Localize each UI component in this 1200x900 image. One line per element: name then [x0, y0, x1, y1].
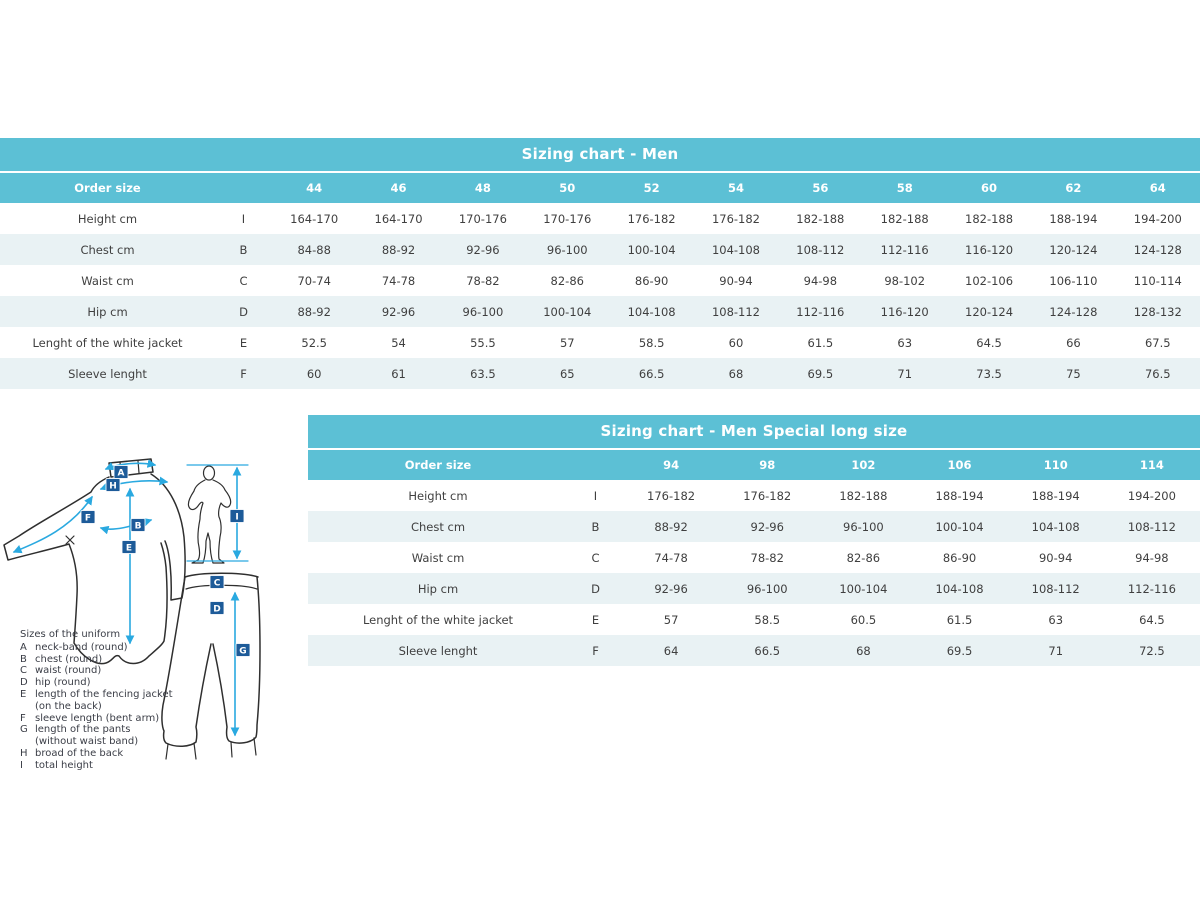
size-header-cell: 106 — [911, 450, 1007, 480]
value-cell: 88-92 — [356, 234, 440, 265]
row-label-cell: Hip cm — [0, 296, 215, 327]
arrow-f-sleeve — [14, 497, 92, 552]
value-cell: 84-88 — [272, 234, 356, 265]
table-grid-men-special-long — [308, 450, 1200, 666]
svg-text:F: F — [84, 513, 92, 524]
svg-text:A: A — [117, 468, 125, 479]
arrow-a-neckband — [106, 463, 155, 469]
label-e — [122, 541, 136, 554]
value-cell: 108-112 — [694, 296, 778, 327]
svg-text:I: I — [235, 512, 239, 523]
legend-item-letter: F — [20, 712, 26, 724]
value-cell: 124-128 — [1031, 296, 1115, 327]
value-cell: 69.5 — [778, 358, 862, 389]
letter-header-cell — [215, 173, 272, 203]
value-cell: 86-90 — [634, 273, 669, 288]
legend-title: Sizes of the uniform — [20, 629, 121, 640]
svg-text:D: D — [213, 604, 221, 615]
value-cell: 66.5 — [719, 635, 815, 666]
value-cell: 170-176 — [543, 211, 592, 226]
letter-cell: E — [239, 335, 248, 350]
value-cell: 94-98 — [1135, 550, 1169, 565]
svg-text:B: B — [134, 521, 142, 532]
value-cell: 188-194 — [1031, 488, 1080, 503]
value-cell: 64 — [623, 635, 719, 666]
legend-items — [20, 642, 195, 772]
measurement-row — [308, 604, 1200, 635]
measurement-row — [308, 511, 1200, 542]
legend-item-letter: G — [20, 724, 28, 736]
legend-item-letter: A — [20, 641, 27, 653]
value-cell: 63 — [897, 335, 913, 350]
size-header-cell: 60 — [947, 173, 1031, 203]
value-cell: 54 — [391, 335, 406, 350]
value-cell: 100-104 — [609, 234, 693, 265]
legend-item — [20, 724, 195, 748]
value-cell: 120-124 — [1031, 234, 1115, 265]
row-label-cell: Chest cm — [0, 234, 215, 265]
value-cell: 124-128 — [1116, 234, 1200, 265]
value-cell: 71 — [1008, 635, 1104, 666]
value-cell: 63.5 — [441, 358, 525, 389]
row-label-cell: Lenght of the white jacket — [32, 335, 183, 350]
legend-item-letter: D — [20, 677, 28, 689]
value-cell: 61.5 — [946, 612, 973, 627]
value-cell: 78-82 — [750, 550, 784, 565]
label-g — [236, 644, 250, 657]
size-header-cell: 46 — [356, 173, 440, 203]
row-label-cell: Height cm — [408, 488, 468, 503]
value-cell: 104-108 — [609, 296, 693, 327]
letter-cell: I — [593, 488, 598, 503]
value-cell: 52.5 — [301, 335, 327, 350]
letter-cell: I — [241, 211, 246, 226]
value-cell: 88-92 — [272, 296, 356, 327]
value-cell: 182-188 — [880, 211, 929, 226]
value-cell: 176-182 — [647, 488, 696, 503]
value-cell: 67.5 — [1144, 335, 1171, 350]
value-cell: 60 — [728, 335, 744, 350]
value-cell: 128-132 — [1116, 296, 1200, 327]
measurement-row — [0, 296, 1200, 327]
letter-cell: F — [215, 358, 272, 389]
order-size-row — [0, 173, 1200, 203]
size-header-cell: 62 — [1031, 173, 1115, 203]
value-cell: 104-108 — [1008, 511, 1104, 542]
value-cell: 194-200 — [1127, 488, 1176, 503]
svg-text:H: H — [109, 481, 117, 492]
value-cell: 71 — [863, 358, 947, 389]
value-cell: 58.5 — [754, 612, 781, 627]
legend-item-text: hip (round) — [35, 677, 91, 689]
measurement-row — [308, 542, 1200, 573]
legend-item-text: total height — [35, 759, 93, 771]
order-size-label-cell: Order size — [308, 450, 568, 480]
table-title-men: Sizing chart - Men — [0, 138, 1200, 171]
value-cell: 112-116 — [778, 296, 862, 327]
letter-header-cell — [568, 450, 623, 480]
value-cell: 120-124 — [947, 296, 1031, 327]
value-cell: 65 — [525, 358, 609, 389]
legend-item-letter: H — [20, 747, 28, 759]
standing-figure-outline — [188, 466, 230, 563]
value-cell: 92-96 — [623, 573, 719, 604]
size-header-cell: 58 — [863, 173, 947, 203]
value-cell: 96-100 — [441, 296, 525, 327]
row-label-cell: Waist cm — [411, 550, 465, 565]
value-cell: 108-112 — [1104, 511, 1200, 542]
size-grid — [0, 173, 1200, 389]
value-cell: 194-200 — [1133, 211, 1182, 226]
value-cell: 92-96 — [356, 296, 440, 327]
order-size-label-cell: Order size — [0, 173, 215, 203]
measurement-row — [0, 234, 1200, 265]
legend-item-text: length of the fencing jacket (on the back) — [35, 688, 173, 712]
legend-item — [20, 689, 195, 713]
value-cell: 63 — [1048, 612, 1064, 627]
value-cell: 164-170 — [290, 211, 339, 226]
legend-item — [20, 654, 195, 666]
value-cell: 108-112 — [778, 234, 862, 265]
value-cell: 92-96 — [441, 234, 525, 265]
value-cell: 68 — [815, 635, 911, 666]
label-b — [131, 519, 145, 532]
legend-item — [20, 665, 195, 677]
value-cell: 64.5 — [1139, 612, 1165, 627]
size-header-cell: 98 — [719, 450, 815, 480]
letter-cell: D — [568, 573, 623, 604]
letter-cell: B — [215, 234, 272, 265]
size-header-cell: 48 — [441, 173, 525, 203]
value-cell: 96-100 — [719, 573, 815, 604]
row-label-cell: Lenght of the white jacket — [362, 612, 514, 627]
value-cell: 69.5 — [911, 635, 1007, 666]
legend-item-text: neck-band (round) — [35, 641, 128, 653]
value-cell: 112-116 — [1104, 573, 1200, 604]
value-cell: 90-94 — [1038, 550, 1073, 565]
row-label-cell: Waist cm — [81, 273, 134, 288]
value-cell: 75 — [1031, 358, 1115, 389]
legend-item-text: broad of the back — [35, 747, 124, 759]
label-i — [230, 510, 244, 523]
measurement-row — [0, 203, 1200, 234]
measurement-row — [0, 265, 1200, 296]
label-f — [81, 511, 95, 524]
size-header-cell: 102 — [815, 450, 911, 480]
letter-cell: C — [239, 273, 248, 288]
value-cell: 94-98 — [803, 273, 838, 288]
value-cell: 182-188 — [839, 488, 888, 503]
value-cell: 68 — [694, 358, 778, 389]
size-header-cell: 94 — [623, 450, 719, 480]
value-cell: 55.5 — [470, 335, 496, 350]
legend-item-text: waist (round) — [35, 665, 102, 677]
legend-item-text: chest (round) — [35, 653, 103, 665]
table-grid-men — [0, 173, 1200, 389]
size-header-cell: 114 — [1104, 450, 1200, 480]
legend-item — [20, 760, 195, 772]
value-cell: 88-92 — [623, 511, 719, 542]
value-cell: 176-182 — [627, 211, 676, 226]
value-cell: 73.5 — [947, 358, 1031, 389]
order-size-row — [308, 450, 1200, 480]
value-cell: 57 — [663, 612, 679, 627]
letter-cell: F — [568, 635, 623, 666]
legend-item-letter: B — [20, 653, 27, 665]
legend-item — [20, 677, 195, 689]
value-cell: 66 — [1066, 335, 1081, 350]
size-header-cell: 110 — [1008, 450, 1104, 480]
size-header-cell: 56 — [778, 173, 862, 203]
sizing-table-men-special-long — [308, 415, 1200, 666]
measurement-row — [308, 573, 1200, 604]
value-cell: 61 — [356, 358, 440, 389]
letter-cell: C — [591, 550, 600, 565]
value-cell: 76.5 — [1116, 358, 1200, 389]
value-cell: 104-108 — [694, 234, 778, 265]
value-cell: 90-94 — [719, 273, 753, 288]
label-c — [210, 576, 224, 589]
label-a — [114, 466, 128, 479]
measurement-row — [308, 480, 1200, 511]
letter-cell: E — [591, 612, 600, 627]
value-cell: 64.5 — [976, 335, 1002, 350]
value-cell: 86-90 — [942, 550, 977, 565]
value-cell: 182-188 — [965, 211, 1014, 226]
sizes-legend — [20, 629, 195, 772]
value-cell: 60 — [272, 358, 356, 389]
value-cell: 176-182 — [743, 488, 792, 503]
legend-item-text: length of the pants (without waist band) — [35, 724, 139, 748]
value-cell: 96-100 — [525, 234, 609, 265]
value-cell: 188-194 — [1049, 211, 1098, 226]
legend-item-text: sleeve length (bent arm) — [35, 712, 160, 724]
value-cell: 112-116 — [863, 234, 947, 265]
size-header-cell: 50 — [525, 173, 609, 203]
value-cell: 106-110 — [1049, 273, 1098, 288]
value-cell: 82-86 — [846, 550, 881, 565]
value-cell: 66.5 — [609, 358, 693, 389]
value-cell: 70-74 — [297, 273, 331, 288]
value-cell: 110-114 — [1133, 273, 1182, 288]
value-cell: 58.5 — [638, 335, 665, 350]
size-header-cell: 64 — [1116, 173, 1200, 203]
legend-item — [20, 713, 195, 725]
value-cell: 78-82 — [466, 273, 500, 288]
value-cell: 98-102 — [884, 273, 926, 288]
value-cell: 176-182 — [711, 211, 760, 226]
legend-item — [20, 642, 195, 654]
row-label-cell: Chest cm — [308, 511, 568, 542]
value-cell: 57 — [559, 335, 575, 350]
svg-text:C: C — [213, 578, 221, 589]
value-cell: 100-104 — [815, 573, 911, 604]
value-cell: 116-120 — [863, 296, 947, 327]
letter-cell: D — [215, 296, 272, 327]
value-cell: 104-108 — [911, 573, 1007, 604]
value-cell: 60.5 — [850, 612, 877, 627]
value-cell: 116-120 — [947, 234, 1031, 265]
svg-text:E: E — [125, 543, 133, 554]
value-cell: 92-96 — [719, 511, 815, 542]
value-cell: 182-188 — [796, 211, 845, 226]
label-h — [106, 479, 120, 492]
value-cell: 74-78 — [654, 550, 688, 565]
row-label-cell: Sleeve lenght — [0, 358, 215, 389]
svg-text:G: G — [239, 646, 247, 657]
sizing-table-men — [0, 138, 1200, 389]
value-cell: 188-194 — [935, 488, 984, 503]
measurement-row — [0, 358, 1200, 389]
value-cell: 164-170 — [374, 211, 423, 226]
row-label-cell: Height cm — [77, 211, 138, 226]
letter-cell: B — [568, 511, 623, 542]
value-cell: 72.5 — [1104, 635, 1200, 666]
value-cell: 170-176 — [458, 211, 507, 226]
size-header-cell: 54 — [694, 173, 778, 203]
legend-item-letter: C — [20, 665, 27, 677]
value-cell: 108-112 — [1008, 573, 1104, 604]
value-cell: 82-86 — [550, 273, 584, 288]
value-cell: 61.5 — [807, 335, 834, 350]
table-title-men-special-long: Sizing chart - Men Special long size — [308, 415, 1200, 448]
measurement-row — [0, 327, 1200, 358]
value-cell: 100-104 — [525, 296, 609, 327]
size-header-cell: 52 — [609, 173, 693, 203]
row-label-cell: Sleeve lenght — [308, 635, 568, 666]
legend-item-letter: I — [20, 759, 23, 771]
legend-item — [20, 748, 195, 760]
row-label-cell: Hip cm — [308, 573, 568, 604]
value-cell: 96-100 — [815, 511, 911, 542]
measurement-row — [308, 635, 1200, 666]
size-grid — [308, 450, 1200, 666]
legend-item-letter: E — [20, 688, 27, 700]
value-cell: 74-78 — [381, 273, 416, 288]
value-cell: 100-104 — [911, 511, 1007, 542]
size-header-cell: 44 — [272, 173, 356, 203]
value-cell: 102-106 — [965, 273, 1014, 288]
label-d — [210, 602, 224, 615]
